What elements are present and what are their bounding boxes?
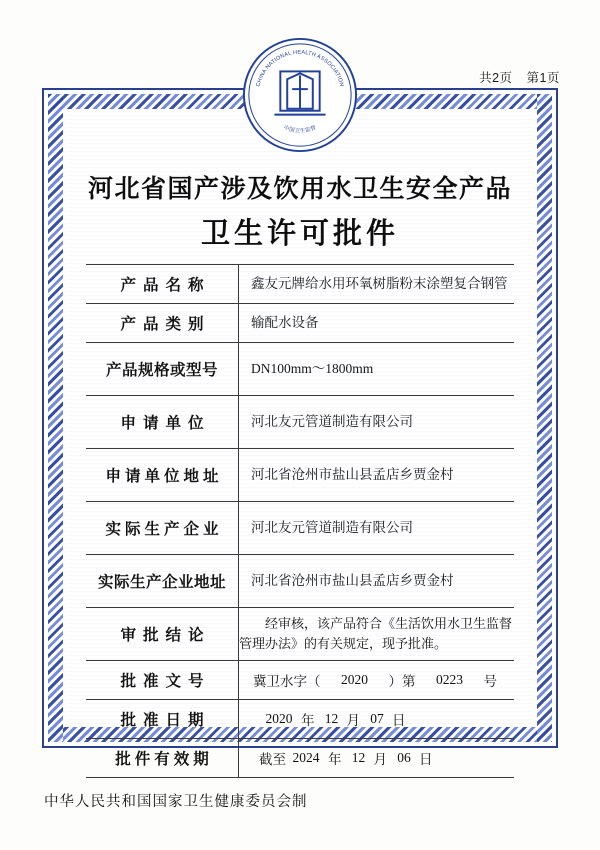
approval-date-day: 07 <box>370 711 384 726</box>
validity-year: 2024 <box>292 750 320 765</box>
certificate-frame <box>42 88 558 768</box>
row-value-product-name: 鑫友元牌给水用环氧树脂粉末涂塑复合钢管 <box>251 275 508 291</box>
page-count <box>469 68 560 86</box>
svg-text:中国卫生监督: 中国卫生监督 <box>282 124 318 135</box>
row-label-applicant-address: 申请单位地址 <box>86 449 239 502</box>
row-label-applicant: 申请单位 <box>86 396 239 449</box>
svg-text:CHINA NATIONAL HEALTH ASSOCIAT: CHINA NATIONAL HEALTH ASSOCIATION <box>255 49 345 88</box>
approval-date-month: 12 <box>324 711 339 726</box>
row-label-product-spec: 产品规格或型号 <box>86 343 239 396</box>
row-value-manufacturer: 河北友元管道制造有限公司 <box>251 519 413 535</box>
row-value-product-spec: DN100mm～1800mm <box>251 360 374 376</box>
table-row-conclusion <box>86 608 514 661</box>
approval-date-year: 2020 <box>265 711 293 726</box>
validity-day-unit: 日 <box>419 752 433 767</box>
table-row <box>86 449 514 502</box>
row-value-applicant: 河北友元管道制造有限公司 <box>251 413 413 429</box>
row-value-manufacturer-address: 河北省沧州市盐山县孟店乡贾金村 <box>251 572 454 588</box>
row-label-approval-number: 批准文号 <box>86 661 239 700</box>
table-row-approval-number <box>86 661 514 700</box>
certificate-table <box>86 264 514 778</box>
row-value-approval-number <box>239 661 515 700</box>
row-label-product-name: 产品名称 <box>86 265 239 304</box>
validity-month: 12 <box>351 750 366 765</box>
row-value-validity <box>239 739 515 778</box>
approval-number-prefix: 冀卫水字（ <box>253 674 321 689</box>
approval-number-suffix: 号 <box>483 674 497 689</box>
approval-number-year: 2020 <box>341 672 368 687</box>
row-value-product-category: 输配水设备 <box>251 314 319 330</box>
current-page: 第1页 <box>526 71 560 85</box>
table-row-approval-date <box>86 700 514 739</box>
approval-number-serial: 0223 <box>436 672 463 687</box>
table-row <box>86 265 514 304</box>
table-row-validity <box>86 739 514 778</box>
approval-date-year-unit: 年 <box>301 713 315 728</box>
certificate-title-line1: 河北省国产涉及饮用水卫生安全产品 <box>87 176 512 203</box>
border-band-right <box>537 94 552 742</box>
row-label-manufacturer-address: 实际生产企业地址 <box>86 555 239 608</box>
validity-year-unit: 年 <box>328 752 342 767</box>
title-block <box>66 174 534 252</box>
table-row <box>86 304 514 343</box>
approval-date-month-unit: 月 <box>346 713 360 728</box>
approval-date-day-unit: 日 <box>392 713 406 728</box>
footer-issuer: 中华人民共和国国家卫生健康委员会制 <box>44 794 308 810</box>
table-row <box>86 343 514 396</box>
table-row <box>86 502 514 555</box>
approval-number-middle: ）第 <box>388 674 416 689</box>
total-pages: 共2页 <box>479 71 513 85</box>
row-label-validity: 批件有效期 <box>86 739 239 778</box>
validity-prefix: 截至 <box>259 752 286 767</box>
table-row <box>86 396 514 449</box>
row-label-product-category: 产品类别 <box>86 304 239 343</box>
row-value-approval-date <box>239 700 515 739</box>
border-band-left <box>48 94 63 742</box>
certificate-content <box>66 112 534 768</box>
row-value-conclusion: 经审核，该产品符合《生活饮用水卫生监督管理办法》的有关规定，现予批准。 <box>239 615 513 651</box>
table-row <box>86 555 514 608</box>
health-association-emblem-icon <box>241 36 359 154</box>
validity-month-unit: 月 <box>373 752 387 767</box>
row-value-applicant-address: 河北省沧州市盐山县孟店乡贾金村 <box>251 466 454 482</box>
validity-day: 06 <box>397 750 411 765</box>
row-label-conclusion: 审批结论 <box>86 608 239 661</box>
row-label-approval-date: 批准日期 <box>86 700 239 739</box>
certificate-title-line2: 卫生许可批件 <box>200 218 399 251</box>
row-label-manufacturer: 实际生产企业 <box>86 502 239 555</box>
